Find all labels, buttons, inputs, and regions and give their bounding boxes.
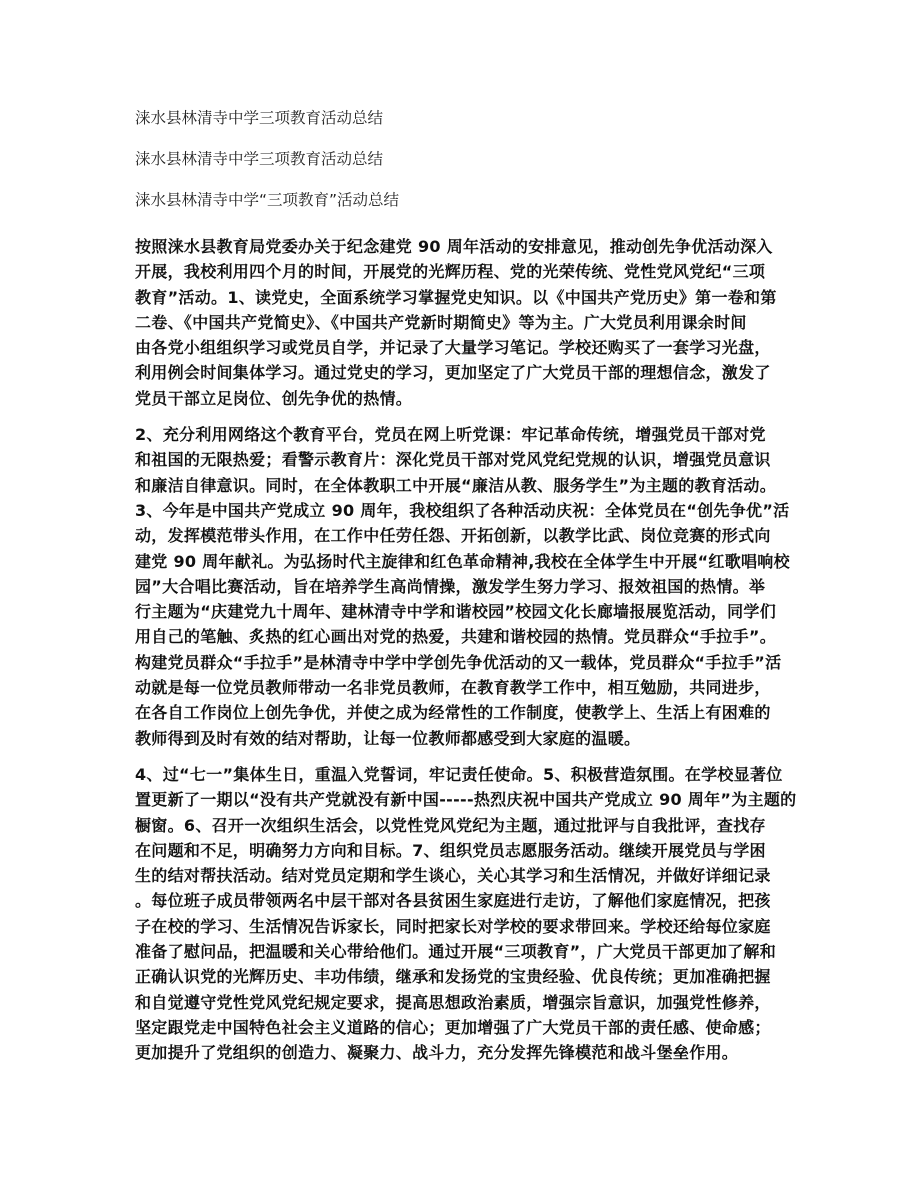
text-line: 准备了慰问品，把温暖和关心带给他们。通过开展“三项教育”，广大党员干部更加了解和	[135, 942, 777, 962]
text-line: 和廉洁自律意识。同时，在全体教职工中开展“廉洁从教、服务学生”为主题的教育活动。	[135, 475, 777, 495]
document-title-2: 涞水县林清寺中学三项教育活动总结	[135, 150, 384, 168]
text-line: 正确认识党的光辉历史、丰功伟绩，继承和发扬党的宝贵经验、优良传统；更加准确把握	[135, 967, 771, 987]
text-line: 。每位班子成员带领两名中层干部对各县贫困生家庭进行走访，了解他们家庭情况，把孩	[135, 891, 771, 911]
text-line: 用自己的笔触、炙热的红心画出对党的热爱，共建和谐校园的热情。党员群众“手拉手”。	[135, 627, 777, 647]
text-line: 置更新了一期以“没有共产党就没有新中国-----热烈庆祝中国共产党成立 90 周年”为主题的	[135, 790, 797, 810]
document-title-3: 涞水县林清寺中学“三项教育”活动总结	[135, 191, 400, 209]
paragraph-1	[135, 234, 785, 411]
text-line: 动，发挥模范带头作用，在工作中任劳任怨、开拓创新，以教学比武、岗位竞赛的形式向	[135, 526, 771, 546]
text-line: 动就是每一位党员教师带动一名非党员教师，在教育教学工作中，相互勉励，共同进步，	[135, 678, 771, 698]
text-line: 在各自工作岗位上创先争优，并使之成为经常性的工作制度，使教学上、生活上有困难的	[135, 703, 771, 723]
text-line: 由各党小组组织学习或党员自学，并记录了大量学习笔记。学校还购买了一套学习光盘，	[135, 338, 771, 358]
text-line: 更加提升了党组织的创造力、凝聚力、战斗力，充分发挥先锋模范和战斗堡垒作用。	[135, 1043, 739, 1063]
text-line: 建党 90 周年献礼。为弘扬时代主旋律和红色革命精神,我校在全体学生中开展“红歌唱响校	[135, 551, 790, 571]
text-line: 橱窗。6、召开一次组织生活会，以党性党风党纪为主题，通过批评与自我批评，查找存	[135, 815, 766, 835]
document-title-1: 涞水县林清寺中学三项教育活动总结	[135, 109, 384, 127]
text-line: 党员干部立足岗位、创先争优的热情。	[135, 388, 413, 408]
text-line: 和自觉遵守党性党风党纪规定要求，提高思想政治素质，增强宗旨意识，加强党性修养，	[135, 992, 771, 1012]
text-line: 子在校的学习、生活情况告诉家长，同时把家长对学校的要求带回来。学校还给每位家庭	[135, 916, 771, 936]
text-line: 3、今年是中国共产党成立 90 周年，我校组织了各种活动庆祝：全体党员在“创先争优”活	[135, 500, 790, 520]
text-line: 和祖国的无限热爱；看警示教育片：深化党员干部对党风党纪党规的认识，增强党员意识	[135, 450, 771, 470]
paragraph-2	[135, 422, 790, 751]
text-line: 二卷、《中国共产党简史》、《中国共产党新时期简史》等为主。广大党员利用课余时间	[135, 312, 747, 332]
text-line: 构建党员群众“手拉手”是林清寺中学中学创先争优活动的又一载体，党员群众“手拉手”活	[135, 652, 782, 672]
text-line: 教师得到及时有效的结对帮助，让每一位教师都感受到大家庭的温暖。	[135, 728, 641, 748]
text-line: 4、过“七一”集体生日，重温入党誓词，牢记责任使命。5、积极营造氛围。在学校显著位	[135, 764, 783, 784]
text-line: 生的结对帮扶活动。结对党员定期和学生谈心，关心其学习和生活情况，并做好详细记录	[135, 866, 771, 886]
text-line: 坚定跟党走中国特色社会主义道路的信心；更加增强了广大党员干部的责任感、使命感；	[135, 1017, 771, 1037]
document-page	[135, 108, 797, 1066]
text-line: 按照涞水县教育局党委办关于纪念建党 90 周年活动的安排意见，推动创先争优活动深入	[135, 237, 773, 256]
text-line: 利用例会时间集体学习。通过党史的学习，更加坚定了广大党员干部的理想信念，激发了	[135, 363, 771, 383]
text-line: 开展，我校利用四个月的时间，开展党的光辉历程、党的光荣传统、党性党风党纪“三项	[135, 262, 766, 282]
text-line: 教育”活动。1、读党史，全面系统学习掌握党史知识。以《中国共产党历史》第一卷和第	[135, 287, 777, 307]
text-line: 在问题和不足，明确努力方向和目标。7、组织党员志愿服务活动。继续开展党员与学困	[135, 840, 766, 860]
paragraph-3	[135, 762, 797, 1066]
text-line: 行主题为“庆建党九十周年、建林清寺中学和谐校园”校园文化长廊墙报展览活动，同学们	[135, 602, 777, 622]
text-line: 2、充分利用网络这个教育平台，党员在网上听党课：牢记革命传统，增强党员干部对党	[135, 425, 766, 445]
text-line: 园”大合唱比赛活动，旨在培养学生高尚情操，激发学生努力学习、报效祖国的热情。举	[135, 576, 766, 596]
